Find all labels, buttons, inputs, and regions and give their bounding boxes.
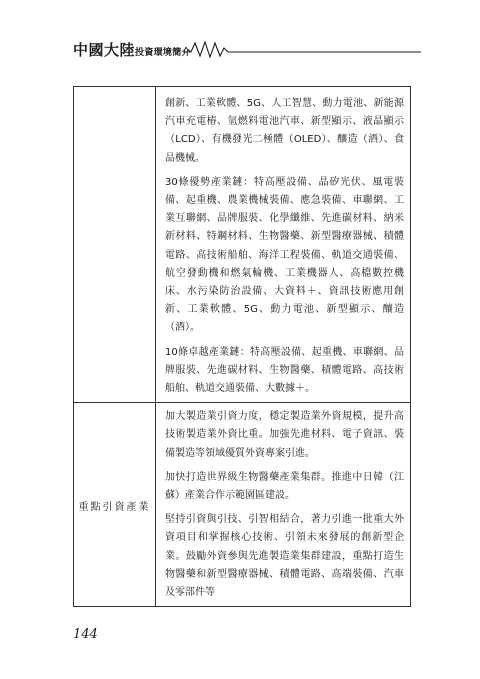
row-label-cell (74, 403, 156, 607)
paragraph: 30條優勢產業鏈：特高壓設備、晶矽光伏、風電裝備、起重機、農業機械裝備、應急裝備、車聯網、工業互聯網、品牌服裝、化學纖維、先進碳材料、納米新材料、特鋼材料、生物醫藥、新型醫療器械、積體電路、高技術船舶、海洋工程裝備、軌道交通裝備、航空發動機和燃氣輪機、工業機器人、高檔數控機床、水污染防治設備、大資料＋、資訊技術應用創新、工業軟體、5G、動力電池、新型顯示、釀造（酒）。 (165, 176, 404, 334)
investment-info-table (73, 86, 411, 607)
paragraph: 堅持引資與引技、引智相結合，著力引進一批重大外資項目和掌握核心技術、引領未來發展的創新型企業。鼓勵外資參與先進製造業集群建設，重點打造生物醫藥和新型醫療器械、積體電路、高端裝備、汽車及零部件等 (165, 514, 404, 599)
running-header (73, 36, 421, 62)
row-content-cell (156, 403, 411, 607)
row-content-cell (156, 87, 411, 403)
header-title (73, 39, 191, 60)
table-row (74, 403, 411, 607)
row-label: 重點引資產業 (78, 502, 151, 514)
page-number: 144 (73, 627, 98, 642)
paragraph: 加大製造業引資力度，穩定製造業外資規模，提升高技術製造業外資比重。加強先進材料、電子資訊、裝備製造等領域優質外資專案引進。 (165, 411, 404, 459)
table-row (74, 87, 411, 403)
paragraph: 加快打造世界級生物醫藥產業集群。推進中日韓（江蘇）產業合作示範園區建設。 (165, 471, 404, 502)
row-label-cell (74, 87, 156, 403)
heartbeat-line-icon (183, 38, 421, 60)
paragraph: 創新、工業軟體、5G、人工智慧、動力電池、新能源汽車充電樁、氫燃料電池汽車、新型顯示、液晶顯示（LCD）、有機發光二極體（OLED）、釀造（酒）、食品機械。 (165, 98, 404, 164)
paragraph: 10條卓越產業鏈：特高壓設備、起重機、車聯網、品牌服裝、先進碳材料、生物醫藥、積體電路、高技術船舶、軌道交通裝備、大數據＋。 (165, 346, 404, 395)
header-title-sub: 投資環境簡介 (135, 48, 191, 58)
header-title-main: 中國大陸 (73, 41, 136, 59)
